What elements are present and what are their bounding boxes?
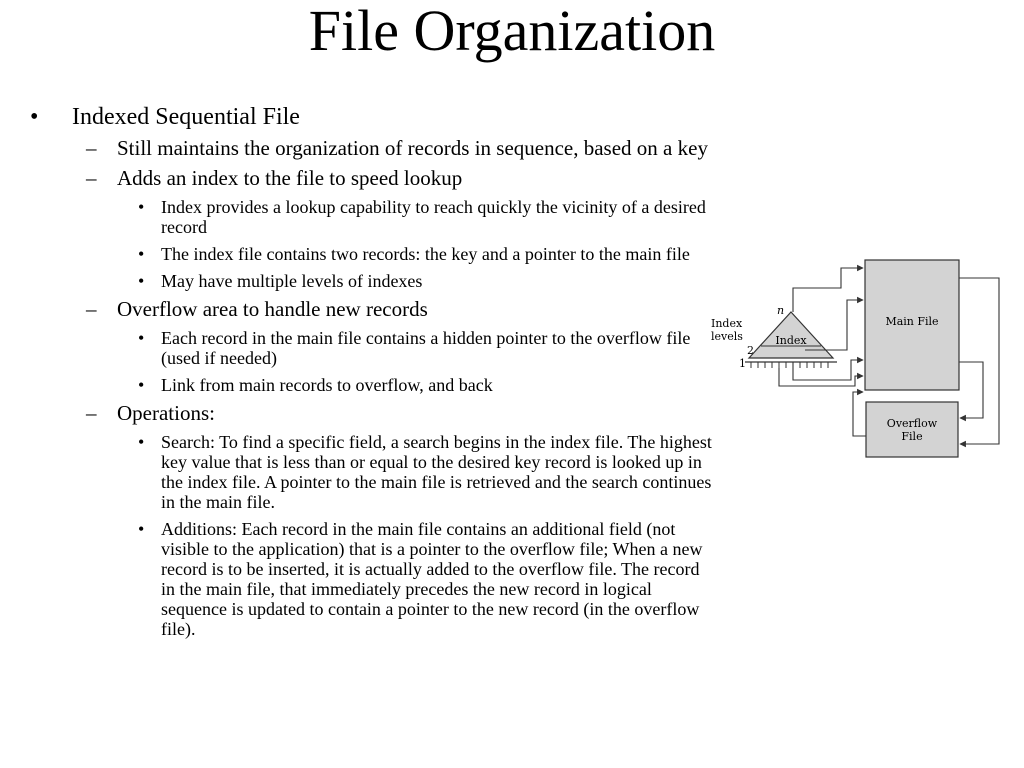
point-text: Index provides a lookup capability to reach quickly the vicinity of a desired record bbox=[161, 197, 706, 237]
index-label: Index bbox=[775, 334, 807, 347]
sub-bullet-operations bbox=[0, 402, 730, 425]
overflow-label-1: Overflow bbox=[886, 417, 938, 430]
bullet-marker: • bbox=[138, 328, 145, 348]
point-text: May have multiple levels of indexes bbox=[161, 271, 423, 291]
indexed-file-diagram bbox=[705, 250, 1015, 470]
bullet-list bbox=[0, 104, 730, 646]
sub-bullet-sequence bbox=[0, 137, 730, 160]
bullet-marker: • bbox=[138, 432, 145, 452]
sub-bullet-text: Adds an index to the file to speed lookup bbox=[117, 166, 463, 190]
point-multiple-levels bbox=[0, 271, 730, 291]
level-1-label: 1 bbox=[739, 357, 746, 370]
bullet-marker: • bbox=[30, 104, 39, 130]
sub-bullet-text: Operations: bbox=[117, 401, 215, 425]
index-levels-label-2: levels bbox=[711, 330, 743, 343]
sub-bullet-text: Still maintains the organization of records in sequence, based on a key bbox=[117, 136, 708, 160]
dash-marker: – bbox=[86, 136, 97, 160]
dash-marker: – bbox=[86, 401, 97, 425]
point-additions bbox=[0, 519, 730, 639]
point-hidden-pointer bbox=[0, 328, 730, 368]
sub-bullet-overflow bbox=[0, 298, 730, 321]
sub-bullet-text: Overflow area to handle new records bbox=[117, 297, 428, 321]
slide-title: File Organization bbox=[308, 0, 716, 63]
point-search bbox=[0, 432, 730, 512]
index-ticks bbox=[751, 362, 828, 368]
bullet-marker: • bbox=[138, 375, 145, 395]
index-levels-label-1: Index bbox=[711, 317, 743, 330]
point-text: The index file contains two records: the key and a pointer to the main file bbox=[161, 244, 690, 264]
point-link-overflow bbox=[0, 375, 730, 395]
point-lookup-capability bbox=[0, 197, 730, 237]
bullet-marker: • bbox=[138, 519, 145, 539]
dash-marker: – bbox=[86, 297, 97, 321]
bullet-indexed-sequential bbox=[0, 104, 730, 131]
dash-marker: – bbox=[86, 166, 97, 190]
main-file-label: Main File bbox=[885, 315, 939, 328]
point-text: Each record in the main file contains a hidden pointer to the overflow file (used if needed) bbox=[161, 328, 691, 368]
overflow-label-2: File bbox=[901, 430, 923, 443]
bullet-text: Indexed Sequential File bbox=[72, 104, 300, 130]
bullet-marker: • bbox=[138, 244, 145, 264]
bullet-marker: • bbox=[138, 197, 145, 217]
bullet-marker: • bbox=[138, 271, 145, 291]
point-text: Additions: Each record in the main file contains an additional field (not visible to the application) that is a pointer to the overflow file; When a new record is to be inserted, it is actually added to the overflow file. The record in the main file, that immediately precedes the new record in logical sequence is updated to contain a pointer to the new record (in the overflow file). bbox=[161, 519, 703, 639]
point-text: Search: To find a specific field, a search begins in the index file. The highest key value that is less than or equal to the desired key record is looked up in the index file. A pointer to the main file is retrieved and the search continues in the main file. bbox=[161, 432, 712, 512]
level-2-label: 2 bbox=[747, 344, 754, 357]
point-text: Link from main records to overflow, and back bbox=[161, 375, 493, 395]
n-label: n bbox=[777, 304, 785, 317]
sub-bullet-index bbox=[0, 167, 730, 190]
point-index-records bbox=[0, 244, 730, 264]
